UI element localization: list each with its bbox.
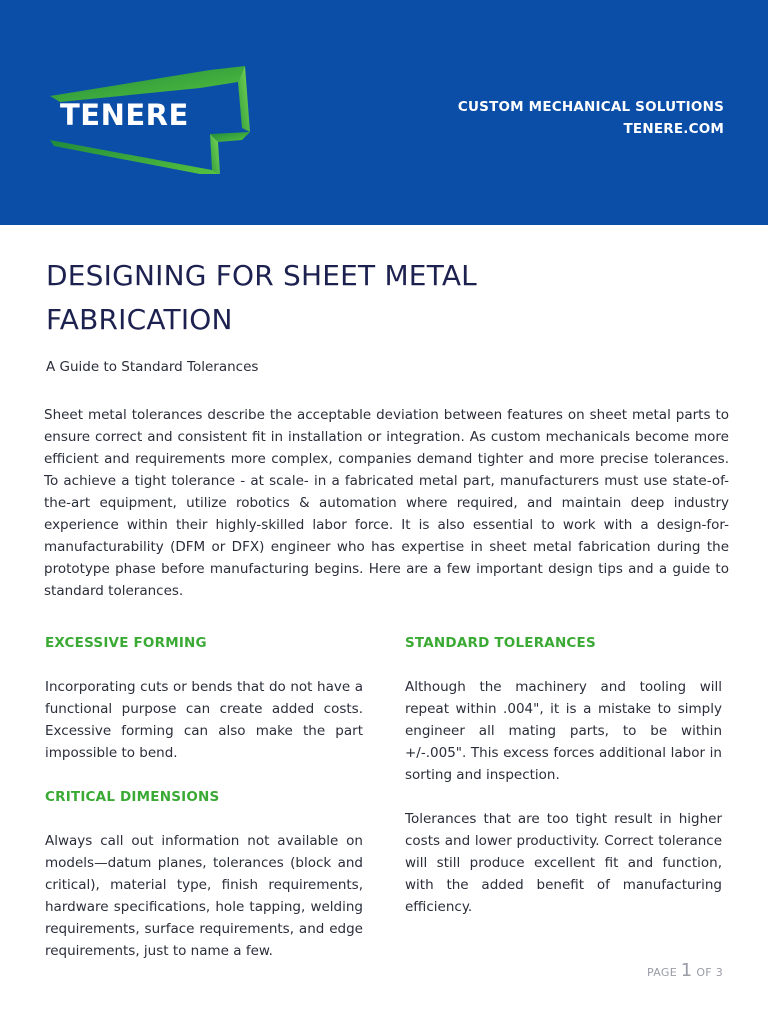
right-column [405, 634, 722, 918]
logo-wordmark: TENERE [60, 98, 189, 132]
intro-paragraph: Sheet metal tolerances describe the acceptable deviation between features on sheet metal parts to ensure correct and consistent fit in installation or integration. As custom mechanicals become more efficient and requirements more complex, companies demand tighter and more precise tolerances. To achieve a tight tolerance - at scale- in a fabricated metal part, manufacturers must use state-of-the-art equipment, utilize robotics & automation where required, and maintain deep industry experience within their highly-skilled labor force. It is also essential to work with a design-for-manufacturability (DFM or DFX) engineer who has expertise in sheet metal fabrication during the prototype phase before manufacturing begins. Here are a few important design tips and a guide to standard tolerances. [44, 407, 729, 599]
critical-dimensions-body: Always call out information not available on models—datum planes, tolerances (block and critical), material type, finish requirements, hardware specifications, hole tapping, welding requirements, surface requirements, and edge requirements, just to name a few. [45, 833, 363, 959]
page-label: PAGE [647, 966, 677, 979]
page-header [0, 0, 768, 225]
page-title [46, 254, 726, 342]
excessive-forming-heading: EXCESSIVE FORMING [45, 635, 207, 651]
page-title-line-1: DESIGNING FOR SHEET METAL [46, 259, 477, 292]
page-total: OF 3 [696, 966, 723, 979]
standard-tolerances-body-2: Tolerances that are too tight result in higher costs and lower productivity. Correct tolerance will still produce excellent fit and function, with the added benefit of manufacturing efficiency. [405, 811, 722, 915]
page-number [647, 960, 723, 981]
header-tagline [458, 96, 724, 140]
tagline-website-link[interactable]: TENERE.COM [623, 121, 724, 137]
standard-tolerances-body-1: Although the machinery and tooling will repeat within .004", it is a mistake to simply engineer all mating parts, to be within +/-.005". This excess forces additional labor in sorting and inspection. [405, 679, 722, 783]
page-title-line-2: FABRICATION [46, 303, 233, 336]
critical-dimensions-heading: CRITICAL DIMENSIONS [45, 789, 220, 805]
standard-tolerances-heading: STANDARD TOLERANCES [405, 635, 596, 651]
left-column [45, 634, 363, 962]
page-subtitle: A Guide to Standard Tolerances [46, 359, 259, 375]
excessive-forming-body: Incorporating cuts or bends that do not have a functional purpose can create added costs. Excessive forming can also make the part impossible to bend. [45, 679, 363, 761]
page-current: 1 [680, 960, 693, 981]
tagline-company-line: CUSTOM MECHANICAL SOLUTIONS [457, 99, 724, 115]
